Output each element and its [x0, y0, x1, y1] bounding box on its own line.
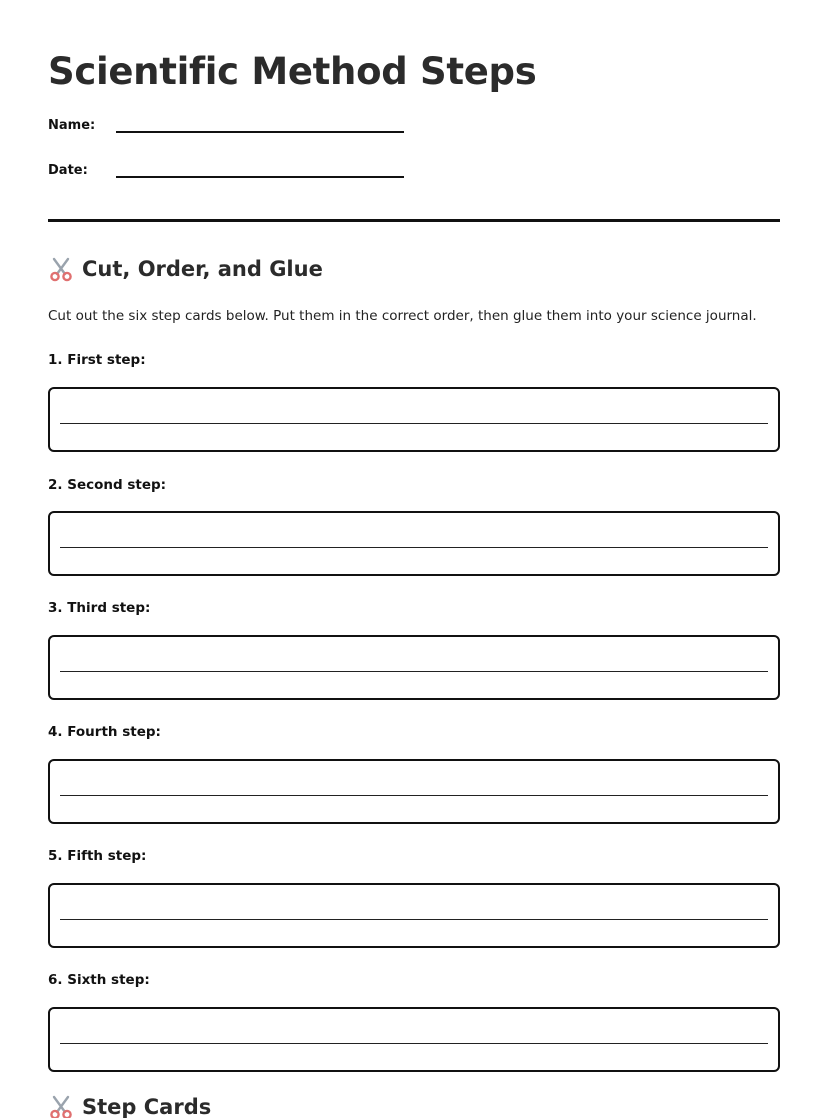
step-label: 6. Sixth step:: [48, 972, 150, 988]
step-label: 2. Second step:: [48, 477, 167, 493]
step-label: 4. Fourth step:: [48, 724, 161, 740]
answer-line: [60, 671, 768, 672]
answer-line: [60, 423, 768, 424]
answer-line: [60, 795, 768, 796]
step-answer-box[interactable]: [48, 1007, 780, 1072]
step-answer-box[interactable]: [48, 635, 780, 700]
page-title: Scientific Method Steps: [48, 50, 537, 93]
step-label: 3. Third step:: [48, 600, 151, 616]
step-answer-box[interactable]: [48, 511, 780, 576]
step-label: 5. Fifth step:: [48, 848, 147, 864]
step-answer-box[interactable]: [48, 883, 780, 948]
name-field[interactable]: [48, 118, 408, 142]
step-answer-box[interactable]: [48, 387, 780, 452]
scissors-icon: [48, 256, 74, 282]
step-answer-box[interactable]: [48, 759, 780, 824]
answer-line: [60, 1043, 768, 1044]
instructions-text: Cut out the six step cards below. Put them in the correct order, then glue them into your science journal.: [48, 308, 757, 324]
answer-line: [60, 547, 768, 548]
section-heading-step-cards: [48, 1094, 211, 1118]
step-label: 1. First step:: [48, 352, 146, 368]
section-heading-label: Cut, Order, and Glue: [82, 257, 323, 281]
answer-line: [60, 919, 768, 920]
name-line[interactable]: [116, 131, 404, 133]
header-divider: [48, 219, 780, 222]
section-heading-label: Step Cards: [82, 1095, 212, 1118]
name-label: Name:: [48, 118, 96, 133]
date-field[interactable]: [48, 163, 408, 187]
scissors-icon: [48, 1094, 74, 1118]
section-heading-cut-order-glue: [48, 256, 323, 282]
date-label: Date:: [48, 163, 88, 178]
date-line[interactable]: [116, 176, 404, 178]
